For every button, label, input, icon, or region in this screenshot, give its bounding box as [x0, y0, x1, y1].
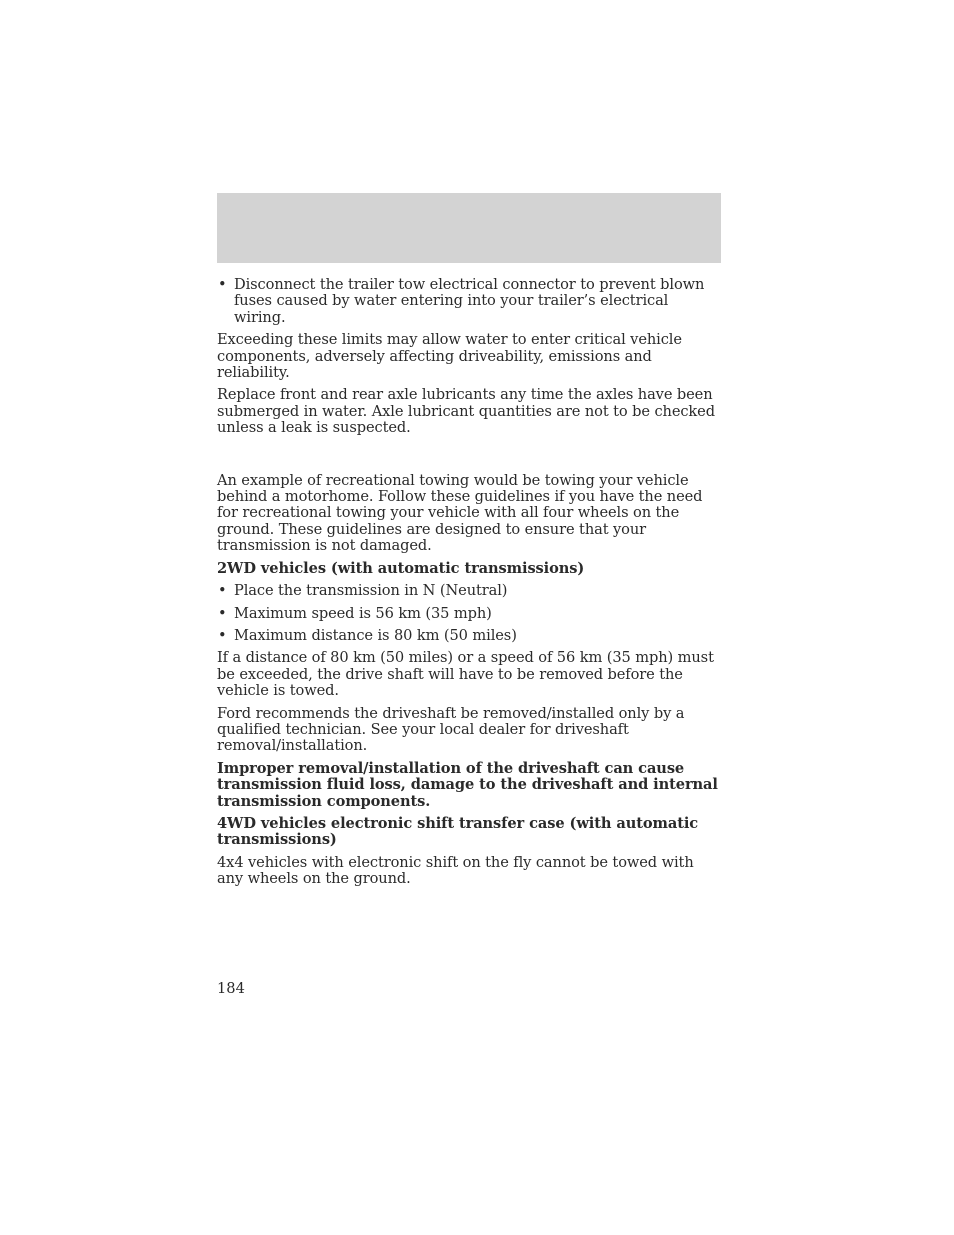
section-spacer [217, 443, 721, 473]
bullet-text: Maximum speed is 56 km (35 mph) [234, 604, 492, 622]
section-header-band [217, 193, 721, 263]
bullet-icon: • [218, 626, 227, 644]
bullet-disconnect-connector [217, 277, 721, 326]
page-number: 184 [217, 980, 245, 997]
bullet-neutral [217, 583, 721, 599]
paragraph-4x4-vehicles: 4x4 vehicles with electronic shift on the fly cannot be towed with any wheels on the ground. [217, 853, 694, 888]
bullet-text: Disconnect the trailer tow electrical connector to prevent blown fuses caused by water entering into your trailer’s electrical wiring. [234, 276, 705, 326]
bullet-text: Maximum distance is 80 km (50 miles) [234, 626, 517, 644]
warning-improper-removal: Improper removal/installation of the driveshaft can cause transmission fluid loss, damage to the driveshaft and internal transmission components. [217, 759, 718, 810]
heading-2wd-vehicles: 2WD vehicles (with automatic transmissions) [217, 559, 585, 577]
paragraph-exceeding-limits: Exceeding these limits may allow water to enter critical vehicle components, adversely affecting driveability, emissions and reliability. [217, 331, 682, 382]
paragraph-ford-recommends: Ford recommends the driveshaft be removed/installed only by a qualified technician. See your local dealer for driveshaft removal/installation. [217, 704, 685, 755]
paragraph-replace-lubricants: Replace front and rear axle lubricants any time the axles have been submerged in water. Axle lubricant quantities are not to be checked unless a leak is suspected. [217, 386, 715, 437]
paragraph-recreational-towing: An example of recreational towing would be towing your vehicle behind a motorhome. Follow these guidelines if you have the need for recreational towing your vehicle with all four wheels on the ground. These guidelines are designed to ensure that your transmission is not damaged. [217, 471, 703, 555]
bullet-icon: • [218, 276, 227, 293]
bullet-text: Place the transmission in N (Neutral) [234, 582, 508, 600]
bullet-icon: • [218, 582, 227, 600]
heading-4wd-vehicles: 4WD vehicles electronic shift transfer case (with automatic transmissions) [217, 814, 699, 849]
bullet-max-distance [217, 628, 721, 644]
bullet-max-speed [217, 606, 721, 622]
bullet-icon: • [218, 604, 227, 622]
page-body [217, 277, 721, 894]
paragraph-distance-exceeded: If a distance of 80 km (50 miles) or a speed of 56 km (35 mph) must be exceeded, the drive shaft will have to be removed before the vehicle is towed. [217, 649, 714, 700]
